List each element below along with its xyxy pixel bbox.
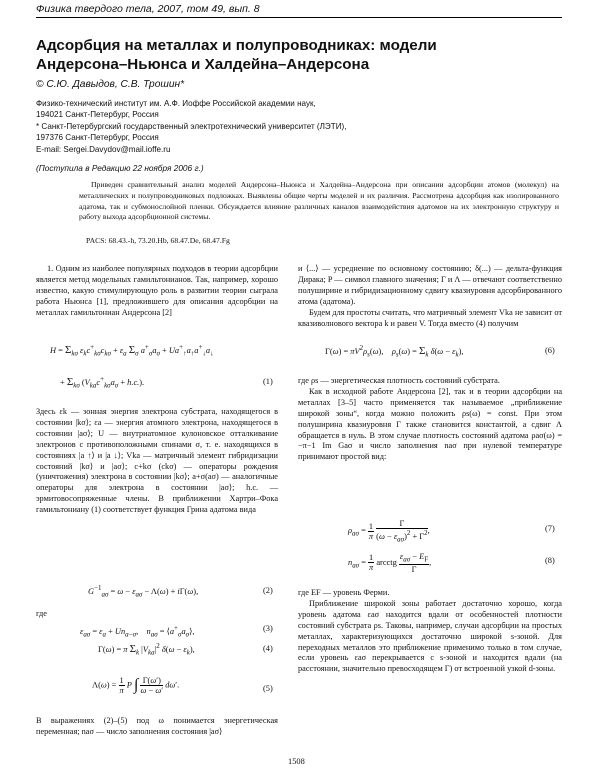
right-column-p5-p6 <box>298 588 562 675</box>
pacs-codes: PACS: 68.43.-h, 73.20.Hb, 68.47.De, 68.47.Fg <box>86 236 230 245</box>
equation-number: (8) <box>545 556 555 565</box>
equation-number: (4) <box>263 644 273 653</box>
paragraph: Здесь εk — зонная энергия электрона субстрата, находящегося в состоянии |kσ⟩; εa — энергия атомного электрона, находящегося в состоянии |aσ⟩; U — внутриатомное кулоновское отталкивание электронов с противоположными спинами σ, т. е. находящихся в состояниях |a ↑⟩ и |a ↓⟩; Vka — матричный элемент гибридизации состояний |kσ⟩ и |aσ⟩; c+kσ (ckσ) — операторы рождения (уничтожения) электрона в состоянии |kσ⟩; a+σ(aσ) — аналогичные операторы для электрона в состоянии |aσ⟩; h.c. — эрмитовосопряженные члены. В приближении Хартри–Фока гамильтониану (1) соответствует функция Грина адатома вида <box>36 407 278 515</box>
page-number: 1508 <box>288 757 305 766</box>
paragraph: В выражениях (2)–(5) под ω понимается энергетическая переменная; naσ — число заполнения состояния |aσ⟩ <box>36 716 278 736</box>
paragraph: Приближение широкой зоны работает достаточно хорошо, когда уровень адатома εaσ находится вдали от особенностей плотности состояний субстрата ρs. Таковы, например, случаи адсорбции на простых металлах, характеризующихся достаточно широкой s-зоной. Для переходных металлов это приближение применимо только в том случае, если уровень εaσ перекрывается с s-зоной и находится вдали (на расстоянии, значительно превосходящем Γ) от встроенной узкой d-зоны. <box>298 598 562 674</box>
affiliation-line: 194021 Санкт-Петербург, Россия <box>36 110 159 119</box>
left-column-p3 <box>36 716 278 738</box>
equation-number: (2) <box>263 586 273 595</box>
affiliation-line: * Санкт-Петербургский государственный электротехнический университет (ЛЭТИ), <box>36 122 347 131</box>
paragraph: и ⟨...⟩ — усреднение по основному состоянию; δ(...) — дельта-функция Дирака; P — символ главного значения; Γ и Λ — отвечают соответственно полуширине и гибридизационному сдвигу квазиуровня адсорбированного атома (адатома). <box>298 264 562 306</box>
affiliation-line: Физико-технический институт им. А.Ф. Иоффе Российской академии наук, <box>36 99 316 108</box>
abstract <box>79 180 559 223</box>
equation-7: $\rho_{a\sigma}$ = $\frac{1}{\pi}$ $\frac{\Gamma}{(\omega - \varepsilon_{a\sigma})^2 + \Gamma^2}$ , <box>348 519 430 544</box>
equation-3: $\varepsilon_{a\sigma} = \varepsilon_a + Un_{a-\sigma}$, $n_{a\sigma}$ = $⟨a^+_\sigma a_\sigma⟩$, <box>80 624 195 639</box>
left-column-p1 <box>36 264 278 319</box>
equation-number: (5) <box>263 684 273 693</box>
equation-number: (7) <box>545 524 555 533</box>
affiliation-line: 197376 Санкт-Петербург, Россия <box>36 133 159 142</box>
paragraph: 1. Одним из наиболее популярных подходов в теории адсорбции является метод модельных гамильтонианов. Так, например, хорошо известно, какую стимулирующую роль в развитии теории сыграла работа Ньюнса [1], предложившего для описания адсорбции на металлах гамильтониан Андерсона [2] <box>36 264 278 317</box>
paper-title: Адсорбция на металлах и полупроводниках: модели Андерсона–Ньюнса и Халдейна–Андерсона <box>36 37 437 73</box>
authors: © С.Ю. Давыдов, С.В. Трошин* <box>36 79 185 90</box>
equation-5: Λ(ω) = $\frac{1}{\pi}$ P ∫ $\frac{\Gamma(\omega')}{\omega - \omega'}$ dω′. <box>92 676 180 695</box>
received-date: (Поступила в Редакцию 22 ноября 2006 г.) <box>36 163 204 173</box>
paragraph: Как в исходной работе Андерсона [2], так и в теории адсорбции на металлах [3–5] часто применяется так называемое „приближение широкой зоны“, когда можно положить ρs(ω) = const. При этом полуширина квазиуровня Γ также становится константой, а сдвиг Λ обращается в нуль. В этом случае плотность состояний адатома ρaσ(ω) = −π−1 Im Gaσ и число заполнения naσ при нулевой температуре принимают простой вид: <box>298 386 562 462</box>
equation-6: $\Gamma(\omega) = \pi V^2\rho_s(\omega)$, $\rho_s(\omega) = \Sigma_k$ $\delta(\omega - \varepsilon_k)$, <box>325 344 464 359</box>
paragraph: Будем для простоты считать, что матричный элемент Vka не зависит от квазиволнового вектора k и равен V. Тогда вместо (4) получим <box>298 307 562 328</box>
right-column-p1-p2 <box>298 264 562 329</box>
abstract-text: Приведен сравнительный анализ моделей Андерсона–Ньюнса и Халдейна–Андерсона при описании адсорбции атомов (молекул) на металлических и полупроводниковых подложках. Выявлены общие черты моделей и их различия. Рассмотрена адсорбция как изолированного адатома, так и субмонослойной пленки. Обсуждается влияние различных каналов взаимодействия адатомов на их электронную структуру и работу выхода адсорбционной системы. <box>79 180 559 222</box>
equation-8: $n_{a\sigma}$ = $\frac{1}{\pi}$ arcctg $\frac{\varepsilon_{a\sigma} - E_F}{\Gamma}$ , <box>348 552 432 574</box>
journal-header: Физика твердого тела, 2007, том 49, вып. 8 <box>36 3 260 15</box>
where-label: где <box>36 609 47 618</box>
equation-4: Γ(ω) = π $\Sigma_k$ $|V_{ka}|^2$ $\delta(\omega - \varepsilon_k)$, <box>98 642 195 657</box>
equation-number: (1) <box>263 377 273 386</box>
equation-1-cont: + $\Sigma_{k\sigma}$ $(V_{ka}c^+_{k\sigma}a_\sigma + h.c.)$. <box>60 375 145 390</box>
equation-1: $H = \Sigma_{k\sigma}$ $\varepsilon_kc^+_{k\sigma}c_{k\sigma} + \varepsilon_a$ $\Sigma_\sigma$ $a^+_\sigma a_\sigma + Ua^+_↑a_↑a^+_↓a_↓$ <box>50 343 214 358</box>
paragraph: где ρs — энергетическая плотность состояний субстрата. <box>298 376 500 385</box>
equation-number: (3) <box>263 624 273 633</box>
right-column-p3-p4 <box>298 376 562 463</box>
left-column-p2 <box>36 407 278 516</box>
equation-number: (6) <box>545 346 555 355</box>
header-divider <box>36 17 562 18</box>
equation-2: $G^{-1}_{a\sigma} = \omega - \varepsilon_{a\sigma} - \Lambda(\omega) + i\Gamma(\omega)$, <box>88 584 199 599</box>
email[interactable]: E-mail: Sergei.Davydov@mail.ioffe.ru <box>36 145 171 154</box>
paragraph: где EF — уровень Ферми. <box>298 588 390 597</box>
